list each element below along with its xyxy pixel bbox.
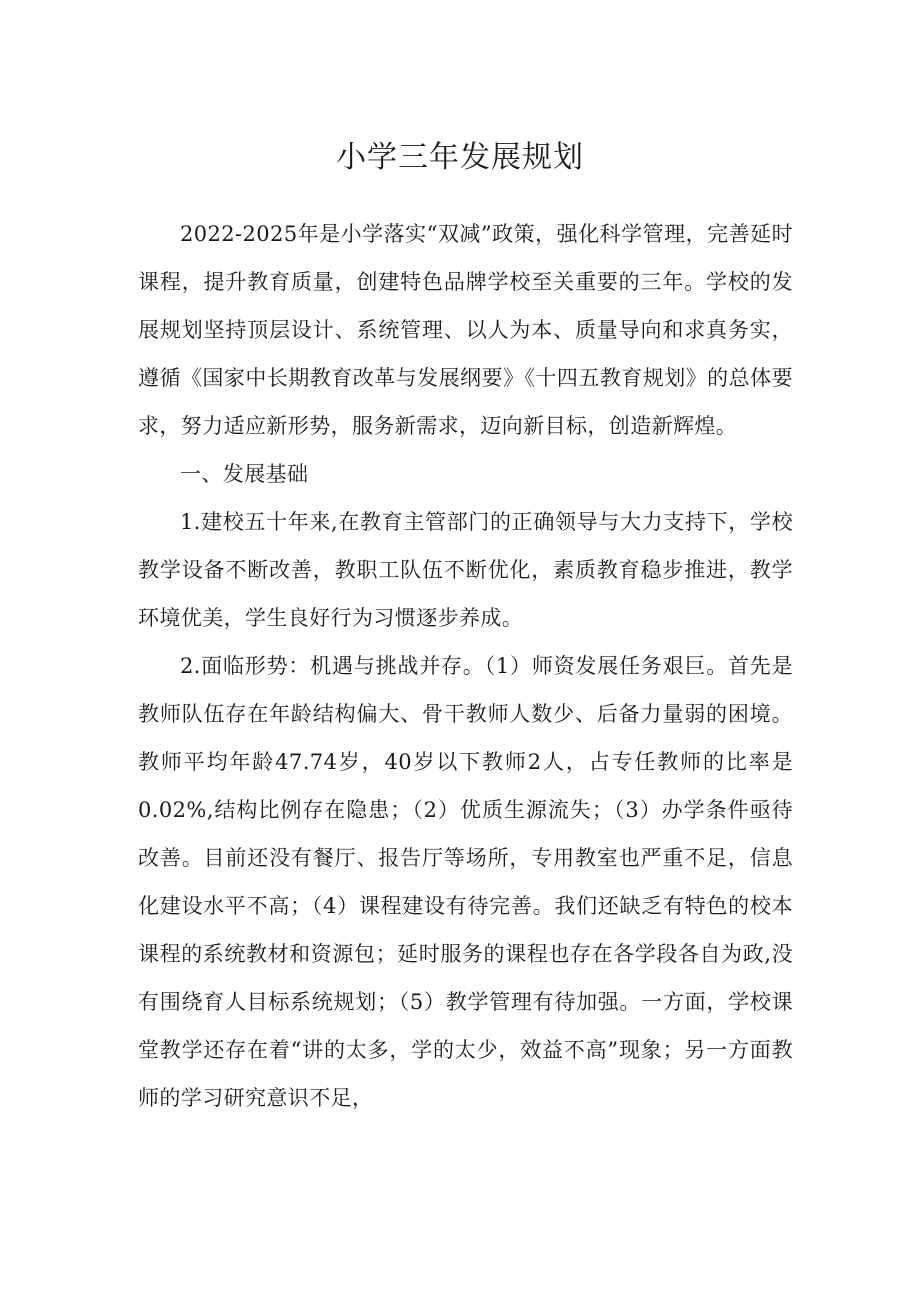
document-body	[138, 210, 793, 1122]
paragraph-school-history: 1.建校五十年来,在教育主管部门的正确领导与大力支持下，学校教学设备不断改善，教职工队伍不断优化，素质教育稳步推进，教学环境优美，学生良好行为习惯逐步养成。	[138, 510, 793, 630]
paragraph-current-situation: 2.面临形势：机遇与挑战并存。（1）师资发展任务艰巨。首先是教师队伍存在年龄结构偏大、骨干教师人数少、后备力量弱的困境。教师平均年龄47.74岁，40岁以下教师2人，占专任教师的比率是0.02%,结构比例存在隐患；（2）优质生源流失；（3）办学条件亟待改善。目前还没有餐厅、报告厅等场所，专用教室也严重不足，信息化建设水平不高；（4）课程建设有待完善。我们还缺乏有特色的校本课程的系统教材和资源包；延时服务的课程也存在各学段各自为政,没有围绕育人目标系统规划；（5）教学管理有待加强。一方面，学校课堂教学还存在着“讲的太多，学的太少，效益不高”现象；另一方面教师的学习研究意识不足，	[138, 654, 793, 1110]
intro-paragraph: 2022-2025年是小学落实“双减”政策，强化科学管理，完善延时课程，提升教育质量，创建特色品牌学校至关重要的三年。学校的发展规划坚持顶层设计、系统管理、以人为本、质量导向和求真务实，遵循《国家中长期教育改革与发展纲要》《十四五教育规划》的总体要求，努力适应新形势，服务新需求，迈向新目标，创造新辉煌。	[138, 222, 793, 438]
section-heading-development-basis: 一、发展基础	[180, 462, 309, 486]
document-title: 小学三年发展规划	[336, 140, 584, 175]
